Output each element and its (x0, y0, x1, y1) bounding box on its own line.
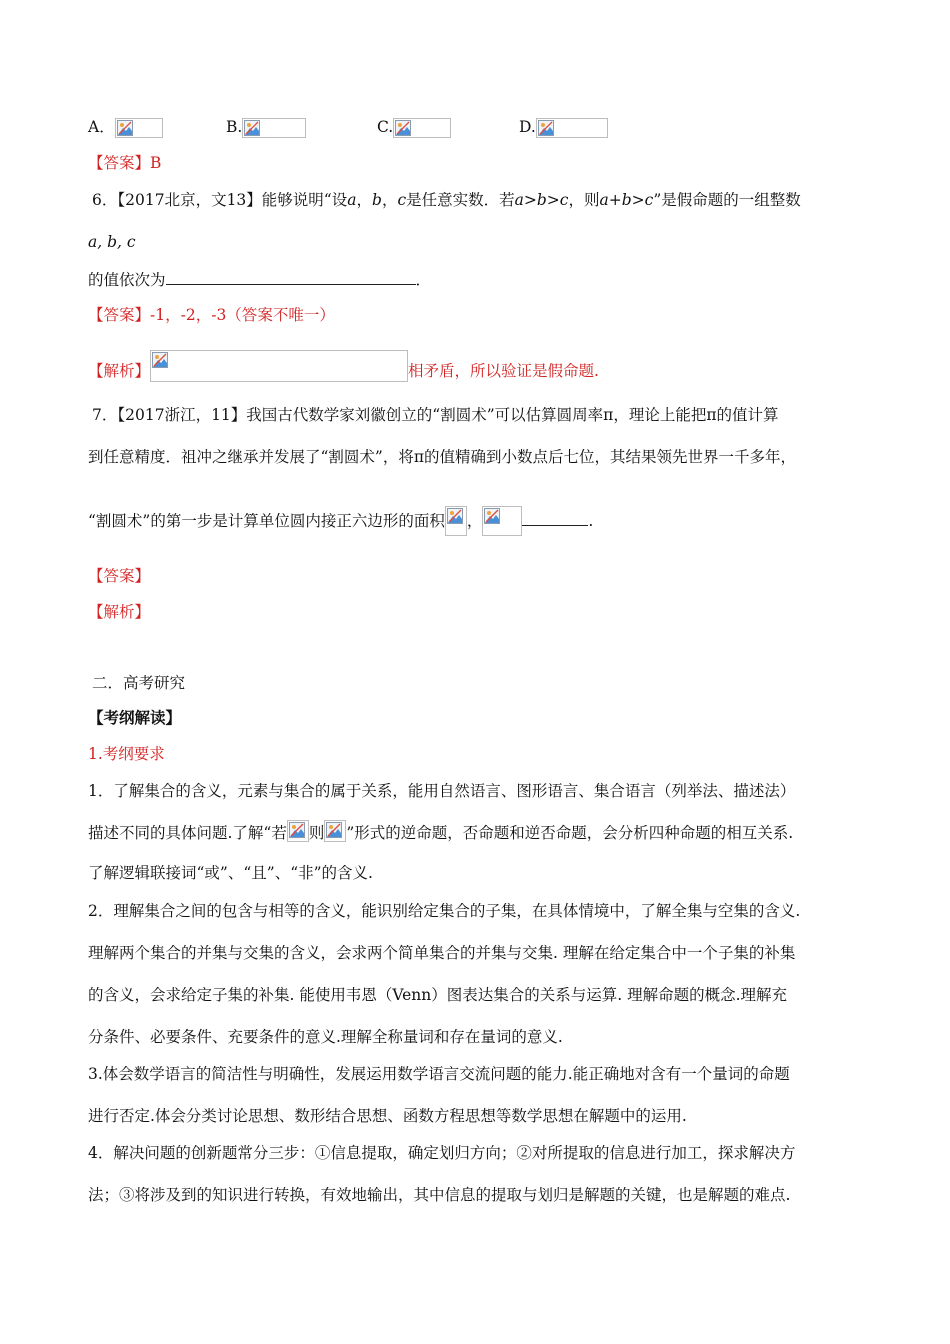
q6-text-c: ，则 (568, 191, 600, 209)
option-a-label: A． (88, 118, 115, 136)
broken-image-icon (326, 822, 342, 838)
q7-line1-text: 我国古代数学家刘徽创立的“割圆术”可以估算圆周率π，理论上能把π的值计算 (246, 406, 779, 424)
para1-line2-c: ”形式的逆命题，否命题和逆否命题，会分析四种命题的相互关系. (346, 824, 794, 842)
q6-source: 【2017北京，文13】 (117, 191, 262, 209)
answer-tag: 【答案】 (88, 306, 151, 324)
para1-line2-a: 描述不同的具体问题.了解“若 (88, 824, 287, 842)
para3-line1: 3.体会数学语言的简洁性与明确性，发展运用数学语言交流问题的能力.能正确地对含有一个量词的命题 (88, 1065, 790, 1083)
q6-analysis (88, 350, 599, 382)
q6-cond2: a+b>c (599, 191, 654, 209)
option-b-image (242, 118, 306, 138)
answer-value: B (150, 154, 162, 172)
q7-end: . (588, 512, 594, 530)
option-a-image (115, 118, 163, 138)
para4-line2: 法；③将涉及到的知识进行转换，有效地输出，其中信息的提取与划归是解题的关键，也是解题的难点. (88, 1186, 791, 1204)
q7-line1 (92, 404, 779, 426)
q6-cond1: a>b>c (514, 191, 569, 209)
q6-end: ． (415, 271, 432, 289)
broken-image-icon (117, 120, 133, 136)
section-subheading: 【考纲解读】 (88, 708, 182, 727)
para1-line2 (88, 820, 793, 844)
option-c-image (393, 118, 451, 138)
q7-line2: 到任意精度．祖冲之继承并发展了“割圆术”，将π的值精确到小数点后七位，其结果领先世界一千多年， (88, 448, 797, 466)
para3-line2: 进行否定.体会分类讨论思想、数形结合思想、函数方程思想等数学思想在解题中的运用. (88, 1107, 687, 1125)
q6-answer (88, 304, 335, 326)
q7-source: 【2017浙江，11】 (117, 406, 247, 424)
broken-image-icon (152, 352, 168, 368)
option-b (226, 116, 306, 138)
q7-image-1 (445, 506, 467, 536)
q6-text-d: ”是假命题的一组整数 (653, 191, 801, 209)
option-c (377, 116, 451, 138)
broken-image-icon (289, 822, 305, 838)
option-d-image (536, 118, 608, 138)
q7-answer-blank (522, 509, 588, 526)
q7-image-2 (482, 506, 522, 536)
q6-answer-blank (166, 268, 416, 285)
q6-line2-text: 的值依次为 (88, 271, 166, 289)
q6-analysis-image (150, 350, 408, 382)
q7-number: 7． (92, 406, 118, 424)
option-d (519, 116, 608, 138)
option-b-label: B. (226, 118, 243, 136)
para2-line4: 分条件、必要条件、充要条件的意义.理解全称量词和存在量词的意义. (88, 1028, 563, 1046)
q7-comma: ， (466, 512, 483, 530)
q7-answer-tag: 【答案】 (88, 567, 151, 585)
q6-text-b: 是任意实数．若 (406, 191, 515, 209)
para2-line1: 2．理解集合之间的包含与相等的含义，能识别给定集合的子集，在具体情境中，了解全集与空集的含义. (88, 902, 801, 920)
para1-line3: 了解逻辑联接词“或”、“且”、“非”的含义. (88, 864, 373, 882)
q5-answer (88, 152, 161, 174)
q6-sep2: ， (381, 191, 398, 209)
q6-line2 (88, 268, 431, 291)
broken-image-icon (447, 508, 463, 524)
option-c-label: C. (377, 118, 394, 136)
q6-line1 (92, 189, 801, 211)
answer-tag: 【答案】 (88, 154, 151, 172)
option-a (88, 116, 163, 138)
broken-image-icon (395, 120, 411, 136)
q6-number: 6． (92, 191, 118, 209)
broken-image-icon (484, 508, 500, 524)
para2-line2: 理解两个集合的并集与交集的含义，会求两个简单集合的并集与交集. 理解在给定集合中一个子集的补集 (88, 944, 796, 962)
requirements-title: 1.考纲要求 (88, 745, 165, 763)
q7-analysis-tag: 【解析】 (88, 603, 151, 621)
q7-line3 (88, 506, 593, 536)
para1-image-q (324, 820, 346, 842)
para4-line1: 4．解决问题的创新题常分三步：①信息提取，确定划归方向；②对所提取的信息进行加工，探求解决方 (88, 1144, 796, 1162)
para1-line2-b: 则 (308, 824, 325, 842)
q6-vars-line: a, b, c (88, 233, 136, 251)
q6-var-a: a (347, 191, 357, 209)
q7-line3-text: “割圆术”的第一步是计算单位圆内接正六边形的面积 (88, 512, 445, 530)
para1-line1: 1．了解集合的含义，元素与集合的属于关系，能用自然语言、图形语言、集合语言（列举法、描述法） (88, 782, 796, 800)
para2-line3: 的含义，会求给定子集的补集. 能使用韦恩（Venn）图表达集合的关系与运算. 理解命题的概念.理解充 (88, 986, 788, 1004)
broken-image-icon (538, 120, 554, 136)
analysis-tag: 【解析】 (88, 362, 151, 380)
q6-var-c: c (397, 191, 407, 209)
analysis-text: 相矛盾，所以验证是假命题. (408, 362, 599, 380)
para1-image-p (287, 820, 309, 842)
section-heading: 二．高考研究 (92, 674, 186, 692)
q6-var-b: b (372, 191, 382, 209)
broken-image-icon (244, 120, 260, 136)
answer-value: -1，-2，-3（答案不唯一） (150, 306, 335, 324)
option-d-label: D. (519, 118, 536, 136)
q6-sep1: ， (356, 191, 372, 209)
q6-text-a: 能够说明“设 (261, 191, 348, 209)
